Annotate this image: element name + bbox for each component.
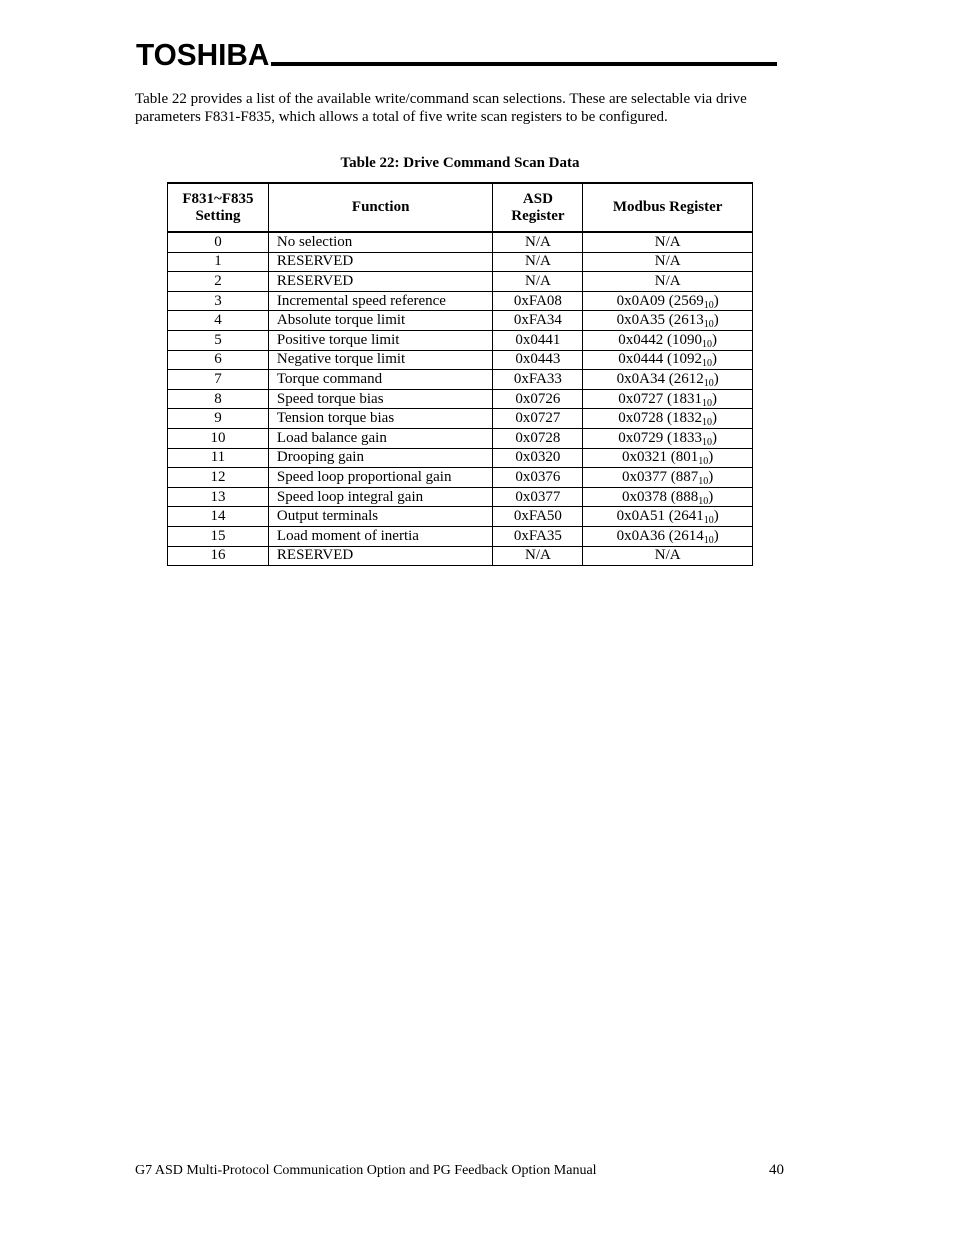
cell-function: Load moment of inertia — [268, 526, 493, 546]
cell-function: Incremental speed reference — [268, 291, 493, 311]
table-row — [168, 526, 753, 546]
modbus-hex: 0x0A35 ( — [616, 312, 674, 329]
modbus-hex: 0x0727 ( — [618, 390, 673, 407]
cell-function: RESERVED — [268, 546, 493, 566]
cell-setting: 13 — [168, 487, 269, 507]
cell-function: Speed loop integral gain — [268, 487, 493, 507]
table-row — [168, 311, 753, 331]
table-body — [168, 232, 753, 566]
cell-modbus-register: 0x0321 $(801_{10})$ — [583, 448, 753, 468]
cell-asd-register: 0xFA50 — [493, 507, 583, 527]
cell-asd-register: 0x0441 — [493, 330, 583, 350]
table-row — [168, 546, 753, 566]
cell-setting: 1 — [168, 252, 269, 272]
cell-function: Torque command — [268, 370, 493, 390]
modbus-hex: 0x0442 ( — [618, 331, 673, 348]
cell-asd-register: 0x0726 — [493, 389, 583, 409]
table-row — [168, 232, 753, 252]
cell-setting: 9 — [168, 409, 269, 429]
modbus-decimal: 1832 — [672, 410, 703, 427]
cell-setting: 12 — [168, 468, 269, 488]
cell-function: RESERVED — [268, 272, 493, 292]
cell-setting: 8 — [168, 389, 269, 409]
modbus-hex: N/A — [654, 233, 681, 250]
modbus-hex: N/A — [654, 547, 681, 564]
modbus-decimal: 2613 — [673, 312, 704, 329]
header-asd-register — [493, 183, 583, 232]
table-row — [168, 291, 753, 311]
cell-modbus-register: 0x0728 $(1832_{10})$ — [583, 409, 753, 429]
table-row — [168, 448, 753, 468]
header-setting-line2: Setting — [195, 207, 241, 224]
cell-modbus-register: 0x0444 $(1092_{10})$ — [583, 350, 753, 370]
cell-setting: 14 — [168, 507, 269, 527]
modbus-decimal: 2612 — [673, 370, 704, 387]
cell-modbus-register — [583, 232, 753, 252]
cell-setting: 15 — [168, 526, 269, 546]
modbus-hex: 0x0A51 ( — [616, 508, 674, 525]
base-subscript: 10 — [698, 495, 709, 507]
cell-modbus-register: 0x0377 $(887_{10})$ — [583, 468, 753, 488]
cell-function: Tension torque bias — [268, 409, 493, 429]
cell-setting: 3 — [168, 291, 269, 311]
modbus-decimal: 2569 — [673, 292, 704, 309]
table-caption: Table 22: Drive Command Scan Data — [340, 155, 580, 171]
cell-asd-register: 0x0320 — [493, 448, 583, 468]
table-row — [168, 409, 753, 429]
cell-function: Negative torque limit — [268, 350, 493, 370]
cell-function: Speed loop proportional gain — [268, 468, 493, 488]
modbus-decimal: 1831 — [672, 390, 703, 407]
table-row — [168, 252, 753, 272]
modbus-decimal: 1833 — [672, 429, 703, 446]
cell-asd-register: 0xFA33 — [493, 370, 583, 390]
cell-modbus-register: 0x0A09 $(2569_{10})$ — [583, 291, 753, 311]
page-number: 40 — [769, 1162, 784, 1178]
modbus-decimal: 887 — [675, 468, 699, 485]
base-subscript: 10 — [703, 515, 714, 527]
cell-modbus-register: 0x0A34 $(2612_{10})$ — [583, 370, 753, 390]
table-row — [168, 330, 753, 350]
modbus-hex: 0x0377 ( — [622, 468, 676, 485]
cell-setting: 10 — [168, 428, 269, 448]
table-row — [168, 428, 753, 448]
cell-modbus-register: 0x0729 $(1833_{10})$ — [583, 428, 753, 448]
drive-command-scan-table — [167, 182, 753, 566]
toshiba-logo: TOSHIBA — [136, 37, 270, 72]
cell-asd-register: 0x0377 — [493, 487, 583, 507]
header-modbus-register: Modbus Register — [583, 183, 753, 232]
cell-modbus-register: 0x0A35 $(2613_{10})$ — [583, 311, 753, 331]
modbus-decimal: 2614 — [673, 527, 704, 544]
cell-asd-register: 0x0728 — [493, 428, 583, 448]
cell-modbus-register — [583, 546, 753, 566]
cell-function: Drooping gain — [268, 448, 493, 468]
header-setting-line1: F831~F835 — [182, 190, 254, 207]
footer-manual-title: G7 ASD Multi-Protocol Communication Option and PG Feedback Option Manual — [135, 1163, 597, 1178]
cell-asd-register: 0x0443 — [493, 350, 583, 370]
modbus-hex: N/A — [654, 253, 681, 270]
cell-modbus-register: 0x0A51 $(2641_{10})$ — [583, 507, 753, 527]
base-subscript: 10 — [703, 377, 714, 389]
modbus-hex: 0x0378 ( — [622, 488, 676, 505]
cell-function: Positive torque limit — [268, 330, 493, 350]
table-row — [168, 468, 753, 488]
base-subscript: 10 — [703, 299, 714, 311]
table-row — [168, 507, 753, 527]
cell-modbus-register: 0x0A36 $(2614_{10})$ — [583, 526, 753, 546]
cell-modbus-register — [583, 252, 753, 272]
table-row — [168, 389, 753, 409]
cell-setting: 11 — [168, 448, 269, 468]
modbus-hex: 0x0A34 ( — [616, 370, 674, 387]
base-subscript: 10 — [702, 436, 713, 448]
cell-asd-register: N/A — [493, 252, 583, 272]
cell-asd-register: 0xFA08 — [493, 291, 583, 311]
header-rule — [271, 62, 777, 66]
cell-function: Output terminals — [268, 507, 493, 527]
intro-paragraph: Table 22 provides a list of the available write/command scan selections. These are selectable via drive parameters F831-F835, which allows a total of five write scan registers to be configured. — [135, 91, 747, 125]
cell-asd-register: N/A — [493, 546, 583, 566]
modbus-decimal: 888 — [675, 488, 699, 505]
base-subscript: 10 — [702, 338, 713, 350]
base-subscript: 10 — [702, 358, 713, 370]
cell-asd-register: N/A — [493, 232, 583, 252]
modbus-decimal: 1092 — [672, 351, 703, 368]
header-asd-line2: Register — [511, 207, 565, 224]
modbus-hex: 0x0729 ( — [618, 429, 673, 446]
table-row — [168, 272, 753, 292]
cell-setting: 5 — [168, 330, 269, 350]
cell-modbus-register: 0x0442 $(1090_{10})$ — [583, 330, 753, 350]
header-asd-line1: ASD — [522, 190, 553, 207]
cell-function: Speed torque bias — [268, 389, 493, 409]
modbus-hex: 0x0A09 ( — [616, 292, 674, 309]
modbus-hex: 0x0A36 ( — [616, 527, 674, 544]
modbus-decimal: 801 — [675, 449, 699, 466]
header-setting — [168, 183, 269, 232]
base-subscript: 10 — [703, 534, 714, 546]
base-subscript: 10 — [698, 475, 709, 487]
table-header-row — [168, 183, 753, 232]
base-subscript: 10 — [702, 397, 713, 409]
cell-asd-register: 0xFA34 — [493, 311, 583, 331]
cell-setting: 16 — [168, 546, 269, 566]
modbus-decimal: 1090 — [672, 331, 703, 348]
cell-modbus-register — [583, 272, 753, 292]
cell-setting: 6 — [168, 350, 269, 370]
table-row — [168, 370, 753, 390]
modbus-hex: N/A — [654, 272, 681, 289]
cell-asd-register: 0xFA35 — [493, 526, 583, 546]
table-row — [168, 350, 753, 370]
base-subscript: 10 — [698, 456, 709, 468]
cell-modbus-register: 0x0378 $(888_{10})$ — [583, 487, 753, 507]
cell-modbus-register: 0x0727 $(1831_{10})$ — [583, 389, 753, 409]
cell-setting: 4 — [168, 311, 269, 331]
base-subscript: 10 — [703, 319, 714, 331]
cell-asd-register: N/A — [493, 272, 583, 292]
modbus-hex: 0x0321 ( — [622, 449, 676, 466]
cell-function: Load balance gain — [268, 428, 493, 448]
cell-asd-register: 0x0727 — [493, 409, 583, 429]
cell-setting: 7 — [168, 370, 269, 390]
header-function: Function — [268, 183, 493, 232]
modbus-decimal: 2641 — [673, 508, 704, 525]
cell-setting: 0 — [168, 232, 269, 252]
cell-asd-register: 0x0376 — [493, 468, 583, 488]
modbus-hex: 0x0728 ( — [618, 410, 673, 427]
cell-setting: 2 — [168, 272, 269, 292]
cell-function: No selection — [268, 232, 493, 252]
base-subscript: 10 — [702, 417, 713, 429]
cell-function: RESERVED — [268, 252, 493, 272]
table-row — [168, 487, 753, 507]
modbus-hex: 0x0444 ( — [618, 351, 673, 368]
cell-function: Absolute torque limit — [268, 311, 493, 331]
